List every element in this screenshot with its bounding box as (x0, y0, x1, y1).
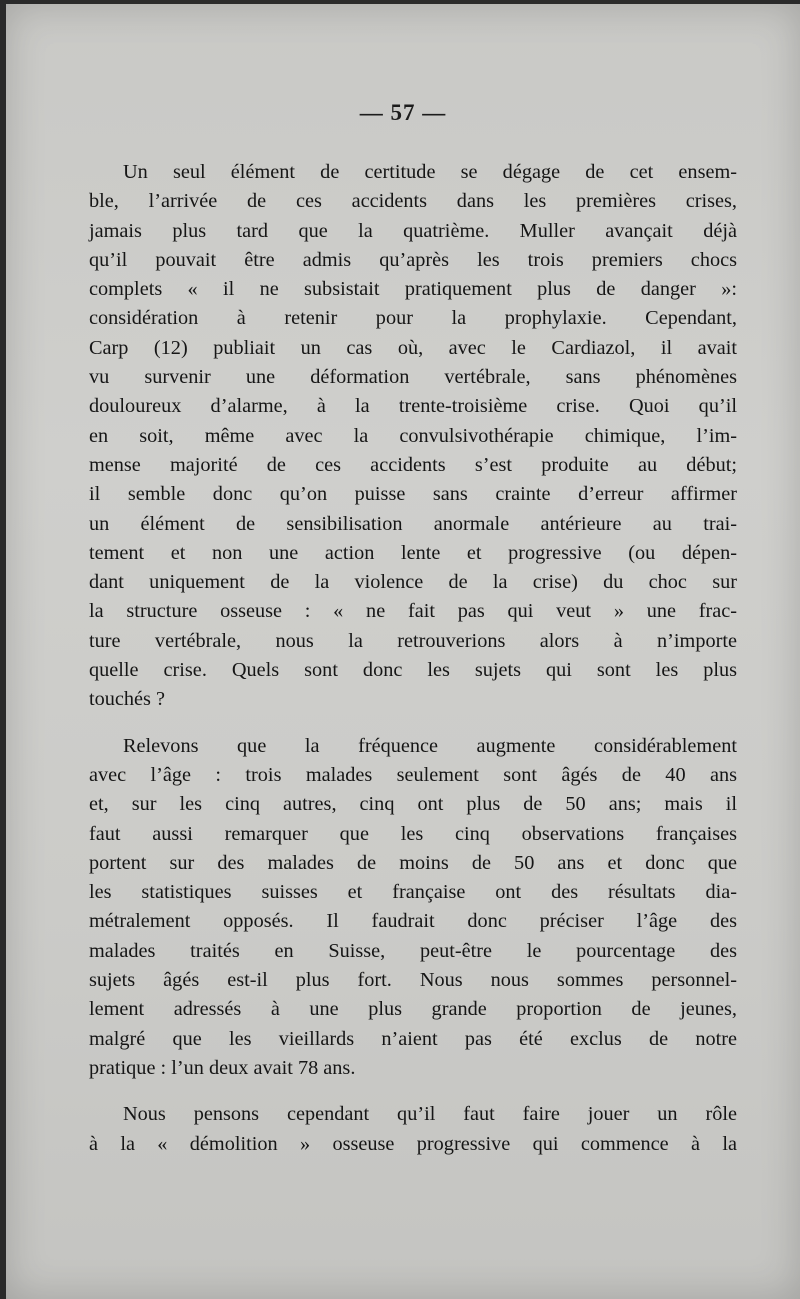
text-line: il semble donc qu’on puisse sans crainte d’erreur affirmer (89, 483, 737, 506)
text-line: pratique : l’un deux avait 78 ans. (89, 1056, 356, 1079)
text-line: dant uniquement de la violence de la crise) du choc sur (89, 571, 737, 594)
text-line: Un seul élément de certitude se dégage de cet ensem- (123, 161, 737, 183)
text-line: et, sur les cinq autres, cinq ont plus de 50 ans; mais il (89, 793, 737, 816)
text-line: malades traités en Suisse, peut-être le pourcentage des (89, 939, 737, 962)
text-line: métralement opposés. Il faudrait donc préciser l’âge des (89, 910, 737, 933)
text-line: un élément de sensibilisation anormale antérieure au trai- (89, 512, 737, 535)
text-line: portent sur des malades de moins de 50 ans et donc que (89, 851, 737, 874)
text-line: quelle crise. Quels sont donc les sujets qui sont les plus (89, 659, 737, 682)
text-line: tement et non une action lente et progressive (ou dépen- (89, 541, 737, 564)
body-text (89, 158, 737, 1176)
text-line: considération à retenir pour la prophylaxie. Cependant, (89, 307, 737, 330)
text-line: sujets âgés est-il plus fort. Nous nous sommes personnel- (89, 969, 737, 992)
text-line: Nous pensons cependant qu’il faut faire jouer un rôle (123, 1103, 737, 1126)
paragraph-2 (89, 732, 737, 1084)
text-line: jamais plus tard que la quatrième. Muller avançait déjà (89, 219, 737, 242)
text-line: malgré que les vieillards n’aient pas été exclus de notre (89, 1027, 737, 1050)
text-line: la structure osseuse : « ne fait pas qui veut » une frac- (89, 600, 737, 623)
page-number: — 57 — (359, 100, 447, 125)
text-line: complets « il ne subsistait pratiquement plus de danger »: (89, 278, 737, 301)
paragraph-1 (89, 158, 737, 715)
book-page (6, 4, 800, 1299)
text-line: Carp (12) publiait un cas où, avec le Cardiazol, il avait (89, 336, 737, 359)
text-line: les statistiques suisses et française ont des résultats dia- (89, 881, 737, 904)
text-line: ture vertébrale, nous la retrouverions alors à n’importe (89, 629, 737, 652)
text-line: en soit, même avec la convulsivothérapie chimique, l’im- (89, 424, 737, 447)
text-line: à la « démolition » osseuse progressive qui commence à la (89, 1132, 737, 1155)
text-line: lement adressés à une plus grande proportion de jeunes, (89, 998, 737, 1021)
text-line: vu survenir une déformation vertébrale, sans phénomènes (89, 366, 737, 389)
text-line: touchés ? (89, 688, 166, 711)
text-line: Relevons que la fréquence augmente considérablement (123, 734, 737, 757)
text-line: douloureux d’alarme, à la trente-troisième crise. Quoi qu’il (89, 395, 737, 418)
text-line: qu’il pouvait être admis qu’après les trois premiers chocs (89, 248, 737, 271)
paragraph-3 (89, 1100, 737, 1159)
text-line: mense majorité de ces accidents s’est produite au début; (89, 453, 737, 476)
text-line: ble, l’arrivée de ces accidents dans les premières crises, (89, 190, 737, 213)
text-line: avec l’âge : trois malades seulement sont âgés de 40 ans (89, 763, 737, 786)
text-line: faut aussi remarquer que les cinq observations françaises (89, 822, 737, 845)
